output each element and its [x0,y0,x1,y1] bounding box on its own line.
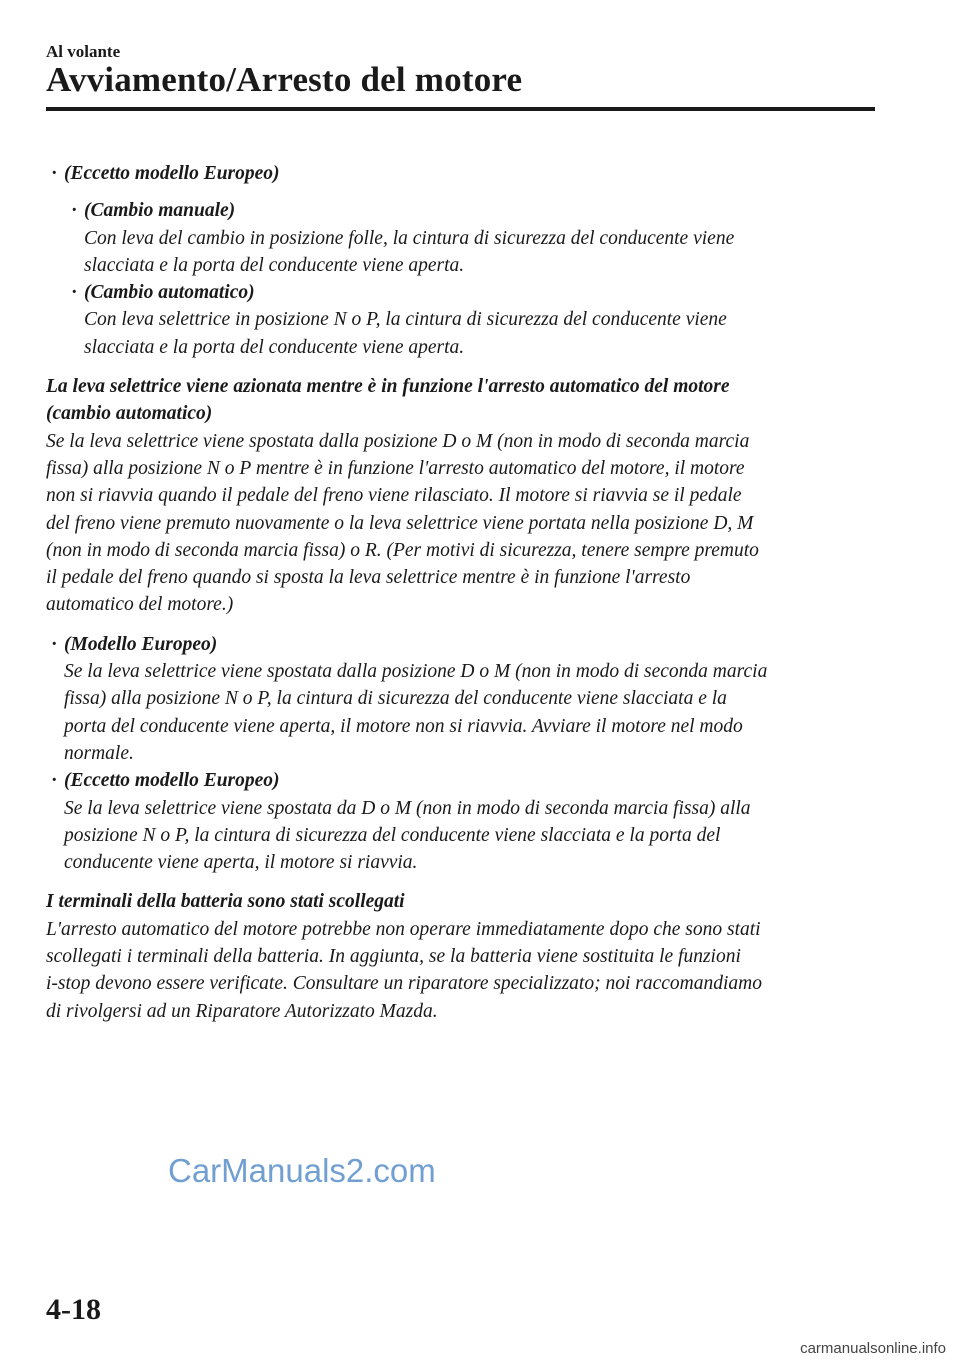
paragraph-selector-lever [46,428,876,619]
text-line: slacciata e la porta del conducente viene aperta. [84,254,465,276]
text-line: posizione N o P, la cintura di sicurezza del conducente viene slacciata e la porta del [64,824,721,846]
text-line: Se la leva selettrice viene spostata da D o M (non in modo di seconda marcia fissa) alla [64,797,751,819]
bullet-dot-icon: · [51,770,58,792]
bullet-dot-icon: · [51,163,58,184]
text-line: porta del conducente viene aperta, il motore non si riavvia. Avviare il motore nel modo [64,715,743,737]
bullet-automatic-transmission [66,279,876,361]
paragraph-battery [46,916,876,1025]
text-line: (non in modo di seconda marcia fissa) o R. (Per motivi di sicurezza, tenere sempre premuto [46,539,759,561]
text-line: Con leva selettrice in posizione N o P, la cintura di sicurezza del conducente viene [84,309,727,331]
bullet-dot-icon: · [71,282,78,304]
bullet-european-model [46,631,876,767]
bullet-title: (Eccetto modello Europeo) [64,770,280,792]
text-line: slacciata e la porta del conducente viene aperta. [84,336,465,358]
section-label: Al volante [46,42,121,61]
section-heading-selector-lever [46,373,876,428]
footer-watermark: carmanualsonline.info [800,1340,946,1357]
bullet-title: (Eccetto modello Europeo) [64,163,280,184]
text-line: conducente viene aperta, il motore si riavvia. [64,852,418,874]
text-line: scollegati i terminali della batteria. In aggiunta, se la batteria viene sostituita le funzioni [46,946,741,968]
watermark-logo: CarManuals2.com [168,1152,436,1189]
bullet-title: (Modello Europeo) [64,633,218,655]
text-line: normale. [64,742,134,764]
bullet-dot-icon: · [51,633,58,655]
header-divider [46,107,875,111]
heading-line: La leva selettrice viene azionata mentre è in funzione l'arresto automatico del motore [46,376,730,398]
heading-line: (cambio automatico) [46,403,213,425]
page-number: 4-18 [46,1293,101,1326]
text-line: non si riavvia quando il pedale del freno viene rilasciato. Il motore si riavvia se il pedale [46,485,742,507]
text-line: i-stop devono essere verificate. Consultare un riparatore specializzato; noi raccomandiamo [46,973,762,995]
text-line: Se la leva selettrice viene spostata dalla posizione D o M (non in modo di seconda marcia [46,430,750,452]
bullet-title: (Cambio automatico) [84,282,255,304]
page-title: Avviamento/Arresto del motore [46,60,523,99]
bullet-manual-transmission [66,197,876,279]
main-content [46,160,876,1025]
section-heading-battery: I terminali della batteria sono stati scollegati [46,891,405,913]
bullet-dot-icon: · [71,200,78,222]
text-line: Con leva del cambio in posizione folle, la cintura di sicurezza del conducente viene [84,227,735,249]
text-line: del freno viene premuto nuovamente o la leva selettrice viene portata nella posizione D, M [46,512,754,534]
text-line: L'arresto automatico del motore potrebbe non operare immediatamente dopo che sono stati [46,918,761,940]
text-line: automatico del motore.) [46,594,234,616]
text-line: fissa) alla posizione N o P mentre è in funzione l'arresto automatico del motore, il motore [46,457,745,479]
text-line: Se la leva selettrice viene spostata dalla posizione D o M (non in modo di seconda marcia [64,661,768,683]
bullet-except-european-restart [46,767,876,876]
bullet-except-european [46,160,876,187]
text-line: il pedale del freno quando si sposta la leva selettrice mentre è in funzione l'arresto [46,567,691,589]
bullet-title: (Cambio manuale) [84,200,236,222]
text-line: di rivolgersi ad un Riparatore Autorizzato Mazda. [46,1000,438,1022]
text-line: fissa) alla posizione N o P, la cintura di sicurezza del conducente viene slacciata e la [64,688,727,710]
